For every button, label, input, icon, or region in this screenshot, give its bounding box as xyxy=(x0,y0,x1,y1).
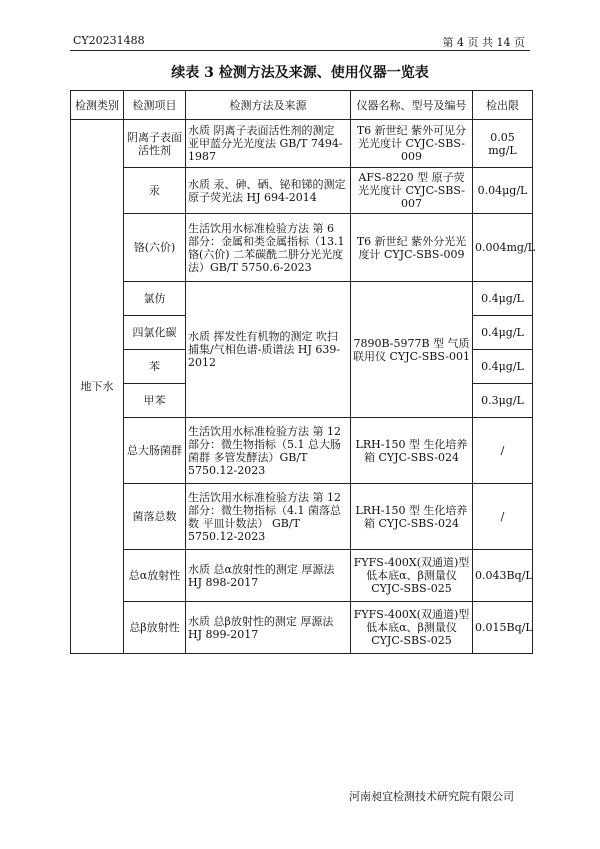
table-row xyxy=(71,550,533,602)
limit-cell: 0.015Bq/L xyxy=(473,602,533,654)
item-cell: 汞 xyxy=(124,168,186,214)
table-row xyxy=(71,214,533,282)
limit-cell: 0.4μg/L xyxy=(473,282,533,316)
table-row xyxy=(71,168,533,214)
col-header-item: 检测项目 xyxy=(124,91,186,120)
method-cell: 水质 总α放射性的测定 厚源法 HJ 898-2017 xyxy=(186,550,351,602)
col-header-instrument: 仪器名称、型号及编号 xyxy=(351,91,473,120)
method-cell: 水质 阴离子表面活性剂的测定 亚甲蓝分光光度法 GB/T 7494-1987 xyxy=(186,120,351,168)
limit-cell: 0.004mg/L xyxy=(473,214,533,282)
category-cell: 地下水 xyxy=(71,120,124,654)
method-cell: 水质 汞、砷、硒、铋和锑的测定 原子荧光法 HJ 694-2014 xyxy=(186,168,351,214)
instrument-cell: T6 新世纪 紫外分光光度计 CYJC-SBS-009 xyxy=(351,214,473,282)
instrument-cell: FYFS-400X(双通道)型 低本底α、β测量仪 CYJC-SBS-025 xyxy=(351,602,473,654)
item-cell: 总大肠菌群 xyxy=(124,418,186,484)
limit-cell: 0.05 mg/L xyxy=(473,120,533,168)
limit-cell: 0.043Bq/L xyxy=(473,550,533,602)
method-cell: 水质 挥发性有机物的测定 吹扫捕集/气相色谱-质谱法 HJ 639-2012 xyxy=(186,282,351,418)
item-cell: 铬(六价) xyxy=(124,214,186,282)
instrument-cell: AFS-8220 型 原子荧光光度计 CYJC-SBS-007 xyxy=(351,168,473,214)
page-info: 第 4 页 共 14 页 xyxy=(442,36,525,49)
item-cell: 四氯化碳 xyxy=(124,316,186,350)
item-cell: 菌落总数 xyxy=(124,484,186,550)
instrument-cell: LRH-150 型 生化培养箱 CYJC-SBS-024 xyxy=(351,484,473,550)
item-cell: 氯仿 xyxy=(124,282,186,316)
table-row xyxy=(71,602,533,654)
method-cell: 生活饮用水标准检验方法 第 6 部分：金属和类金属指标（13.1 铬(六价) 二苯碳酰二肼分光光度法）GB/T 5750.6-2023 xyxy=(186,214,351,282)
instrument-cell: FYFS-400X(双通道)型 低本底α、β测量仪 CYJC-SBS-025 xyxy=(351,550,473,602)
instrument-cell: 7890B-5977B 型 气质联用仪 CYJC-SBS-001 xyxy=(351,282,473,418)
col-header-method: 检测方法及来源 xyxy=(186,91,351,120)
table-row xyxy=(71,282,533,316)
methods-table xyxy=(70,90,533,654)
limit-cell: 0.4μg/L xyxy=(473,316,533,350)
limit-cell: 0.3μg/L xyxy=(473,384,533,418)
method-cell: 生活饮用水标准检验方法 第 12 部分：微生物指标（5.1 总大肠菌群 多管发酵法）GB/T 5750.12-2023 xyxy=(186,418,351,484)
table-header-row xyxy=(71,91,533,120)
item-cell: 总β放射性 xyxy=(124,602,186,654)
instrument-cell: T6 新世纪 紫外可见分光光度计 CYJC-SBS-009 xyxy=(351,120,473,168)
header-rule xyxy=(70,50,530,51)
table-row xyxy=(71,484,533,550)
company-footer: 河南昶宜检测技术研究院有限公司 xyxy=(349,790,514,803)
item-cell: 甲苯 xyxy=(124,384,186,418)
report-number: CY20231488 xyxy=(73,34,145,47)
item-cell: 阴离子表面活性剂 xyxy=(124,120,186,168)
table-row xyxy=(71,120,533,168)
limit-cell: / xyxy=(473,484,533,550)
method-cell: 水质 总β放射性的测定 厚源法 HJ 899-2017 xyxy=(186,602,351,654)
col-header-limit: 检出限 xyxy=(473,91,533,120)
method-cell: 生活饮用水标准检验方法 第 12 部分：微生物指标（4.1 菌落总数 平皿计数法） GB/T 5750.12-2023 xyxy=(186,484,351,550)
limit-cell: 0.4μg/L xyxy=(473,350,533,384)
instrument-cell: LRH-150 型 生化培养箱 CYJC-SBS-024 xyxy=(351,418,473,484)
col-header-category: 检测类别 xyxy=(71,91,124,120)
table-row xyxy=(71,418,533,484)
item-cell: 总α放射性 xyxy=(124,550,186,602)
limit-cell: / xyxy=(473,418,533,484)
table-title: 续表 3 检测方法及来源、使用仪器一览表 xyxy=(171,65,429,81)
item-cell: 苯 xyxy=(124,350,186,384)
limit-cell: 0.04μg/L xyxy=(473,168,533,214)
